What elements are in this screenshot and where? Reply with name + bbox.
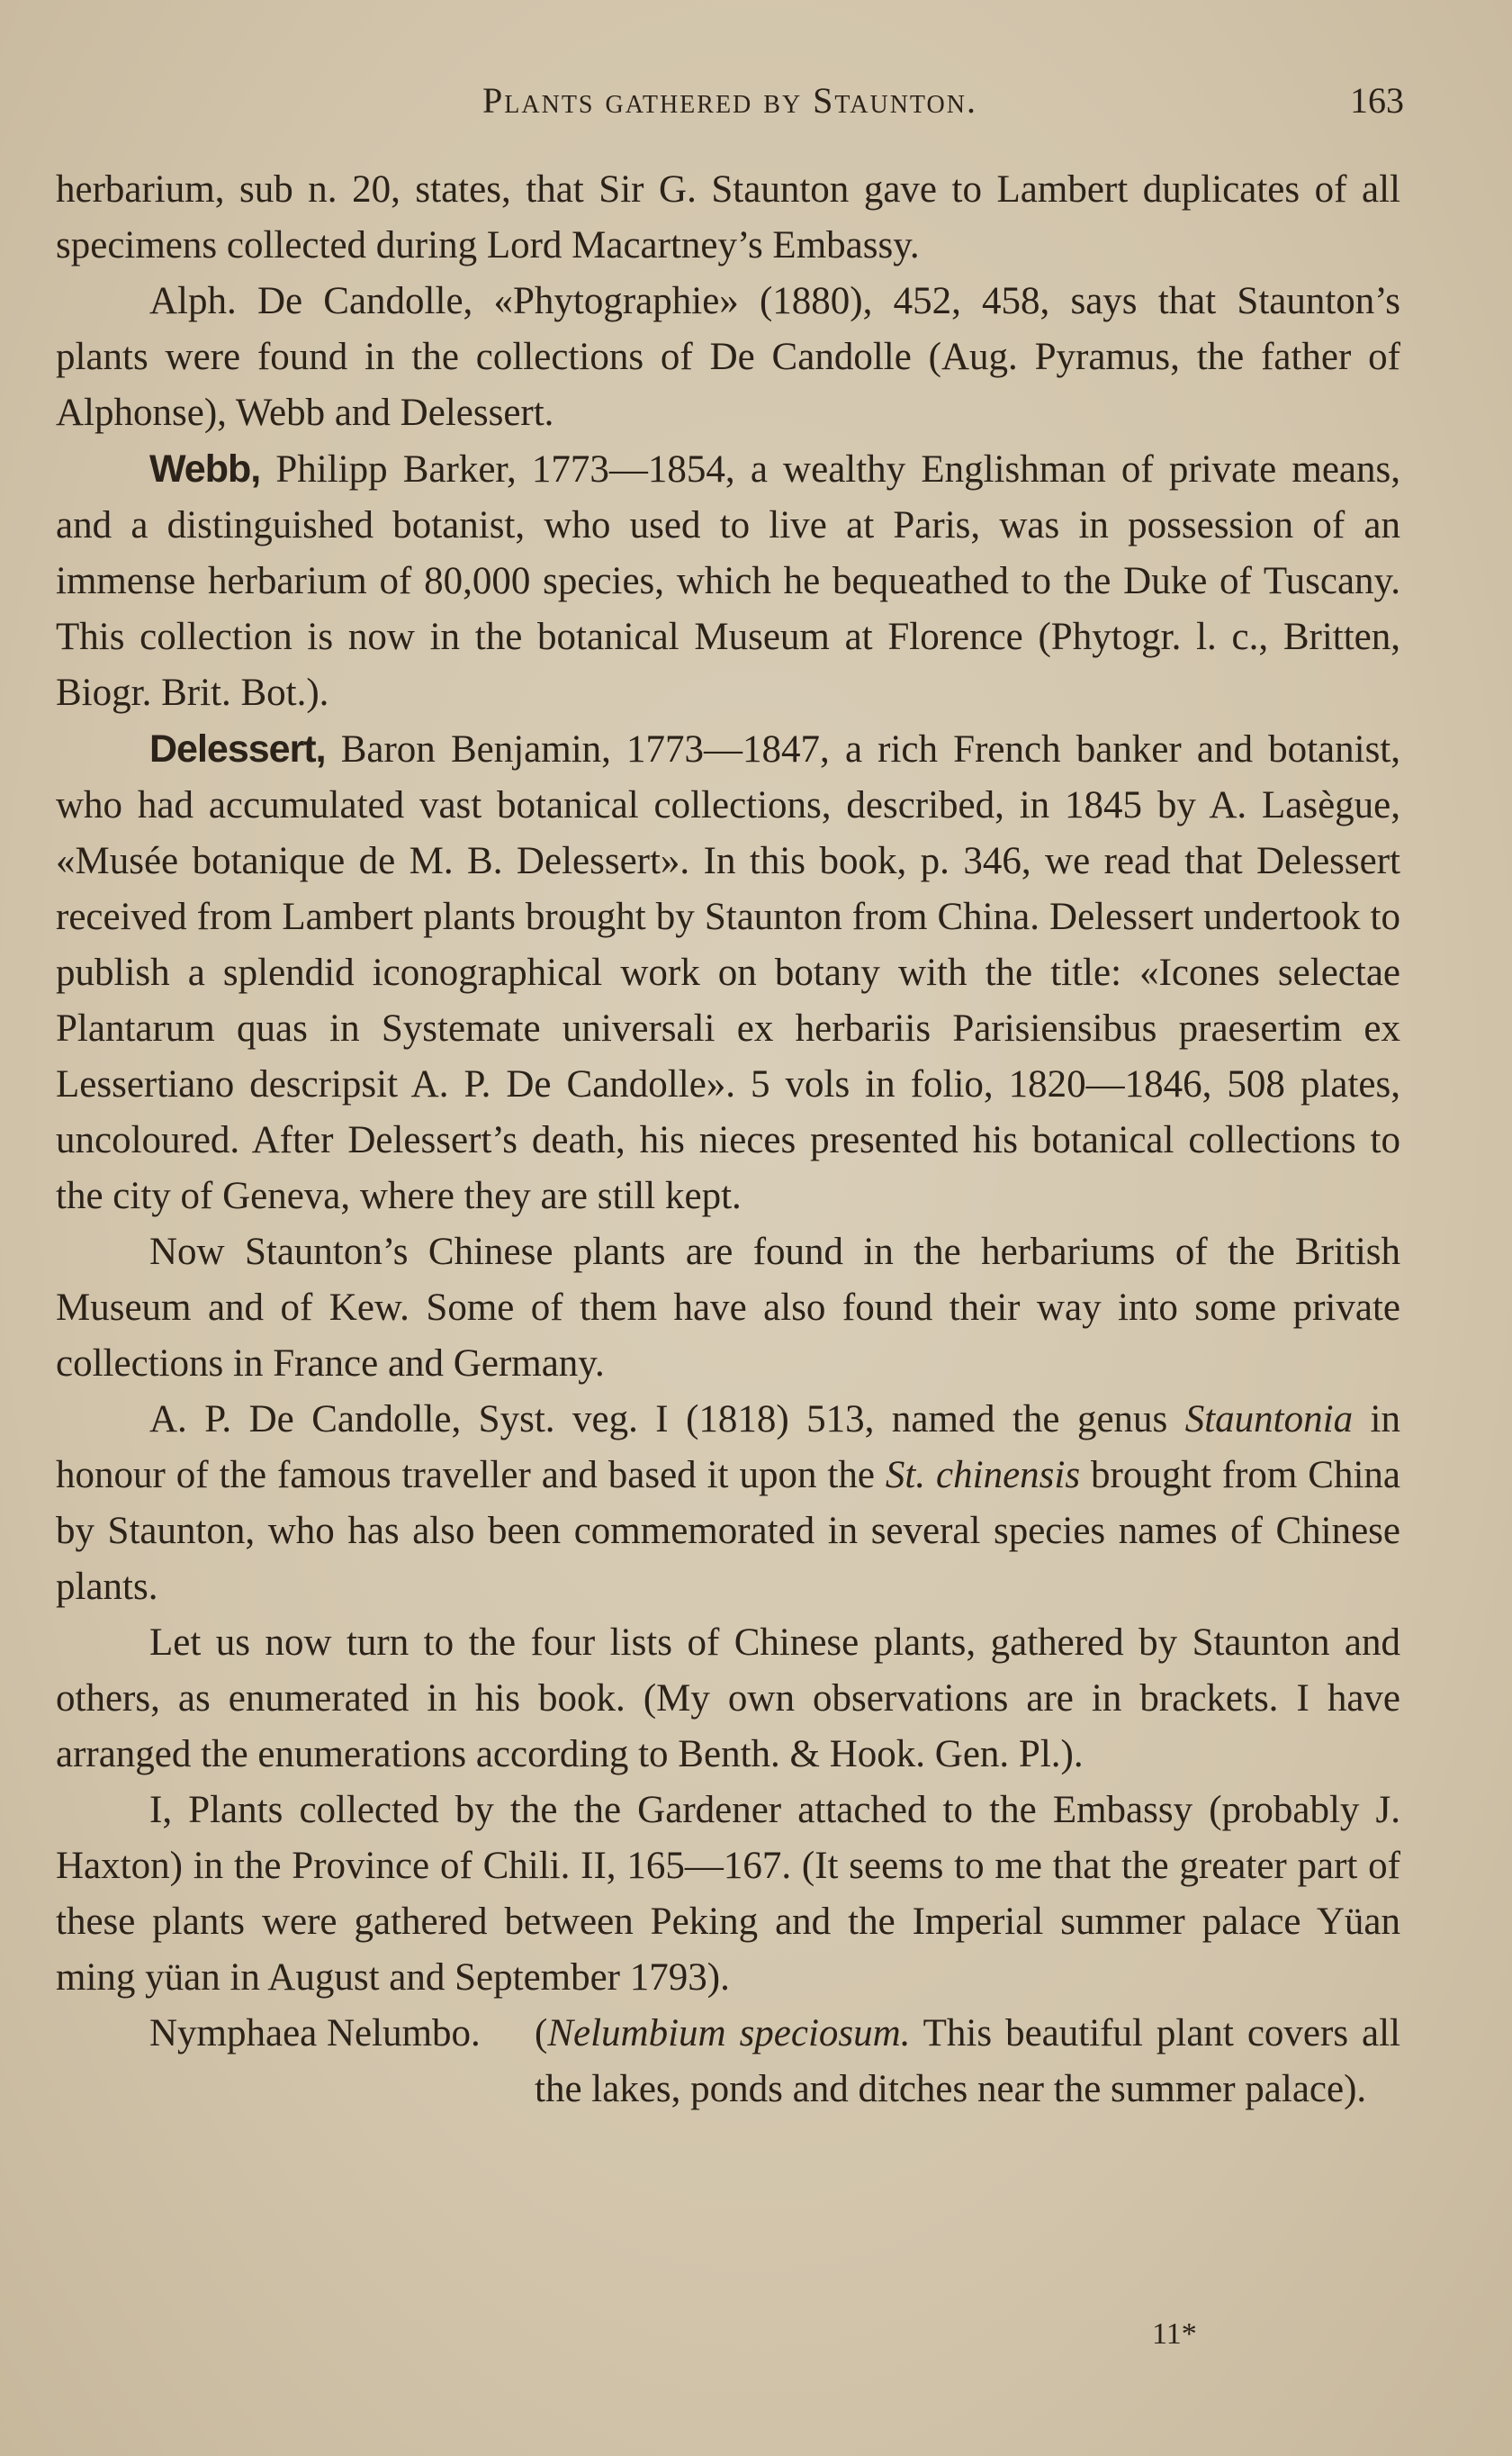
plant-entry [56, 2006, 1400, 2117]
page-number: 163 [1350, 80, 1404, 121]
paragraph-text: Philipp Barker, 1773—1854, a wealthy Englishman of private means, and a distinguished botanist, who used to live at Paris, was in possession of an immense herbarium of 80,000 species, which he bequeathed to the Duke of Tuscany. This collection is now in the botanical Museum at Florence (Phytogr. l. c., Britten, Biogr. Brit. Bot.). [56, 448, 1400, 714]
entry-name-delessert: Delessert, [149, 727, 326, 771]
plant-entry-term: Nymphaea Nelumbo. [149, 2012, 481, 2054]
paragraph-lists [56, 1615, 1400, 1783]
paragraph-text: Baron Benjamin, 1773—1847, a rich French banker and botanist, who had accumulated vast botanical collections, described, in 1845 by A. Lasègue, «Musée botanique de M. B. Delessert». In this book, p. 346, we read that Delessert received from Lambert plants brought by Staunton from China. Delessert undertook to publish a splendid iconographical work on botany with the title: «Icones selectae Plantarum quas in Systemate universali ex herbariis Parisiensibus praesertim ex Lessertiano descripsit A. P. De Candolle». 5 vols in folio, 1820—1846, 508 plates, uncoloured. After Delessert’s death, his nieces presented his botanical collections to the city of Geneva, where they are still kept. [56, 728, 1400, 1217]
signature-mark: 11* [1152, 2317, 1197, 2351]
page-body [56, 162, 1400, 2117]
paragraph-de-candolle [56, 274, 1400, 441]
species-name: St. chinensis [885, 1454, 1081, 1496]
page-header [56, 79, 1404, 133]
paragraph-herbariums [56, 1224, 1400, 1392]
paragraph-text: brought from China by Staunton, who has also been commemorated in several species names of Chinese plants. [56, 1454, 1400, 1608]
entry-name-webb: Webb, [149, 447, 261, 491]
paragraph-text: Let us now turn to the four lists of Chinese plants, gathered by Staunton and others, as enumerated in his book. (My own observations are in brackets. I have arranged the enumerations according to Benth. & Hook. Gen. Pl.). [56, 1621, 1400, 1775]
note-text: This beautiful plant covers all the lakes, ponds and ditches near the summer palace). [535, 2012, 1401, 2110]
note-species-name: Nelumbium speciosum. [547, 2012, 911, 2054]
paragraph-list-one [56, 1783, 1400, 2006]
paragraph-text: A. P. De Candolle, Syst. veg. I (1818) 513, named the genus [149, 1398, 1185, 1440]
paragraph-delessert [56, 721, 1400, 1224]
genus-name: Stauntonia [1184, 1398, 1354, 1440]
paragraph-text: in honour of the famous traveller and based it upon the [56, 1398, 1400, 1496]
running-title: Plants gathered by Staunton. [482, 80, 977, 121]
paragraph-text: herbarium, sub n. 20, states, that Sir G. Staunton gave to Lambert duplicates of all specimens collected during Lord Macartney’s Embassy. [56, 168, 1400, 266]
paragraph-text: Now Staunton’s Chinese plants are found in the herbariums of the British Museum and of Kew. Some of them have also found their way into some private collections in France and Germany. [56, 1231, 1400, 1385]
plant-entry-note [535, 2006, 1400, 2117]
note-open: ( [535, 2012, 548, 2054]
paragraph-herbarium [56, 162, 1400, 274]
paragraph-text: I, Plants collected by the the Gardener attached to the Embassy (probably J. Haxton) in the Province of Chili. II, 165—167. (It seems to me that the greater part of these plants were gathered between Peking and the Imperial summer palace Yüan ming yüan in August and September 1793). [56, 1789, 1400, 1999]
paragraph-text: Alph. De Candolle, «Phytographie» (1880), 452, 458, says that Staunton’s plants were found in the collections of De Candolle (Aug. Pyramus, the father of Alphonse), Webb and Delessert. [56, 280, 1400, 434]
paragraph-stauntonia [56, 1392, 1400, 1615]
paragraph-webb [56, 441, 1400, 721]
